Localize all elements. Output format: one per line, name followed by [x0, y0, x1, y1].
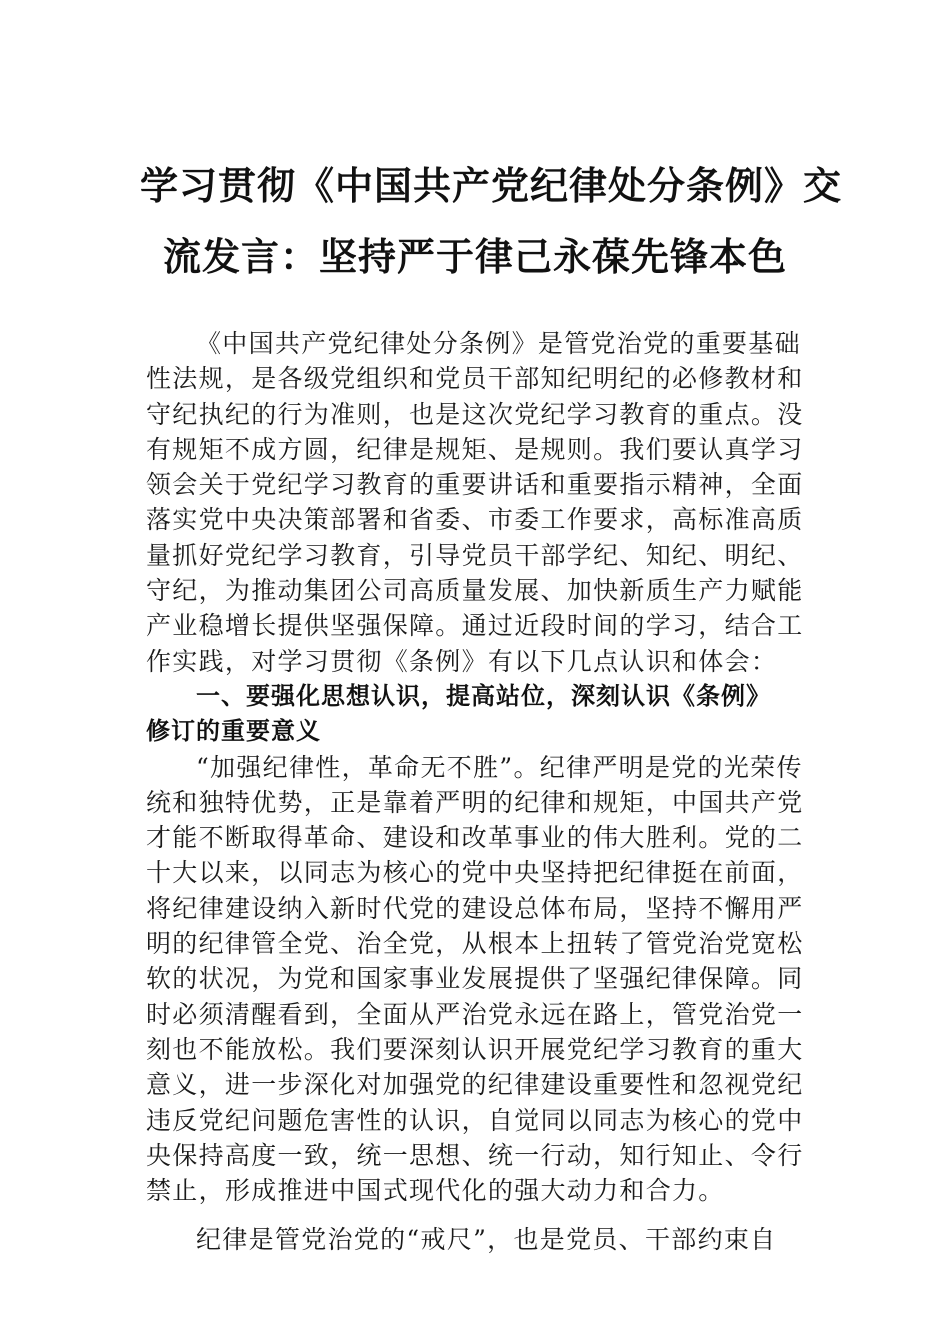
paragraph-1-line: 守纪，为推动集团公司高质量发展、加快新质生产力赋能: [146, 576, 804, 606]
paragraph-2-line: 央保持高度一致，统一思想、统一行动，知行知止、令行: [146, 1140, 804, 1170]
paragraph-2-line: 十大以来，以同志为核心的党中央坚持把纪律挺在前面，: [146, 858, 804, 888]
paragraph-1-line: 性法规，是各级党组织和党员干部知纪明纪的必修教材和: [146, 364, 804, 394]
paragraph-1-line: 守纪执纪的行为准则，也是这次党纪学习教育的重点。没: [146, 399, 804, 429]
paragraph-2-line: 软的状况，为党和国家事业发展提供了坚强纪律保障。同: [146, 964, 804, 994]
paragraph-1-line: 量抓好党纪学习教育，引导党员干部学纪、知纪、明纪、: [146, 540, 804, 570]
document-body: [146, 326, 806, 1258]
paragraph-2-line: 禁止，形成推进中国式现代化的强大动力和合力。: [146, 1176, 725, 1206]
paragraph-1-line: 落实党中央决策部署和省委、市委工作要求，高标准高质: [146, 505, 804, 535]
paragraph-2-line: 才能不断取得革命、建设和改革事业的伟大胜利。党的二: [146, 823, 804, 853]
document-title-line-1: 学习贯彻《中国共产党纪律处分条例》交: [140, 163, 843, 208]
paragraph-2-line: 明的纪律管全党、治全党，从根本上扭转了管党治党宽松: [146, 929, 804, 959]
section-heading-1: 一、要强化思想认识，提高站位，深刻认识《条例》: [196, 681, 771, 710]
paragraph-2-line: 意义，进一步深化对加强党的纪律建设重要性和忽视党纪: [146, 1070, 804, 1100]
document-title-line-2: 流发言：坚持严于律己永葆先锋本色: [162, 234, 787, 279]
paragraph-2-line: 统和独特优势，正是靠着严明的纪律和规矩，中国共产党: [146, 787, 804, 817]
paragraph-1-line: 产业稳增长提供坚强保障。通过近段时间的学习，结合工: [146, 611, 804, 641]
section-heading-1-continued: 修订的重要意义: [146, 717, 321, 746]
paragraph-1-line: 《中国共产党纪律处分条例》是管党治党的重要基础: [196, 329, 801, 358]
paragraph-2-line: 刻也不能放松。我们要深刻认识开展党纪学习教育的重大: [146, 1034, 804, 1064]
paragraph-1-line: 有规矩不成方圆，纪律是规矩、是规则。我们要认真学习: [146, 434, 804, 464]
paragraph-2-line: 时必须清醒看到，全面从严治党永远在路上，管党治党一: [146, 999, 804, 1029]
paragraph-1-line: 领会关于党纪学习教育的重要讲话和重要指示精神，全面: [146, 470, 804, 500]
paragraph-2-line: 违反党纪问题危害性的认识，自觉同以同志为核心的党中: [146, 1105, 804, 1135]
paragraph-spacing: [146, 1208, 806, 1222]
paragraph-2-line: “加强纪律性，革命无不胜”。纪律严明是党的光荣传: [196, 752, 803, 782]
paragraph-1-line: 作实践，对学习贯彻《条例》有以下几点认识和体会：: [146, 646, 778, 676]
paragraph-2-line: 将纪律建设纳入新时代党的建设总体布局，坚持不懈用严: [146, 893, 804, 923]
paragraph-3-line: 纪律是管党治党的“戒尺”，也是党员、干部约束自: [196, 1225, 777, 1255]
